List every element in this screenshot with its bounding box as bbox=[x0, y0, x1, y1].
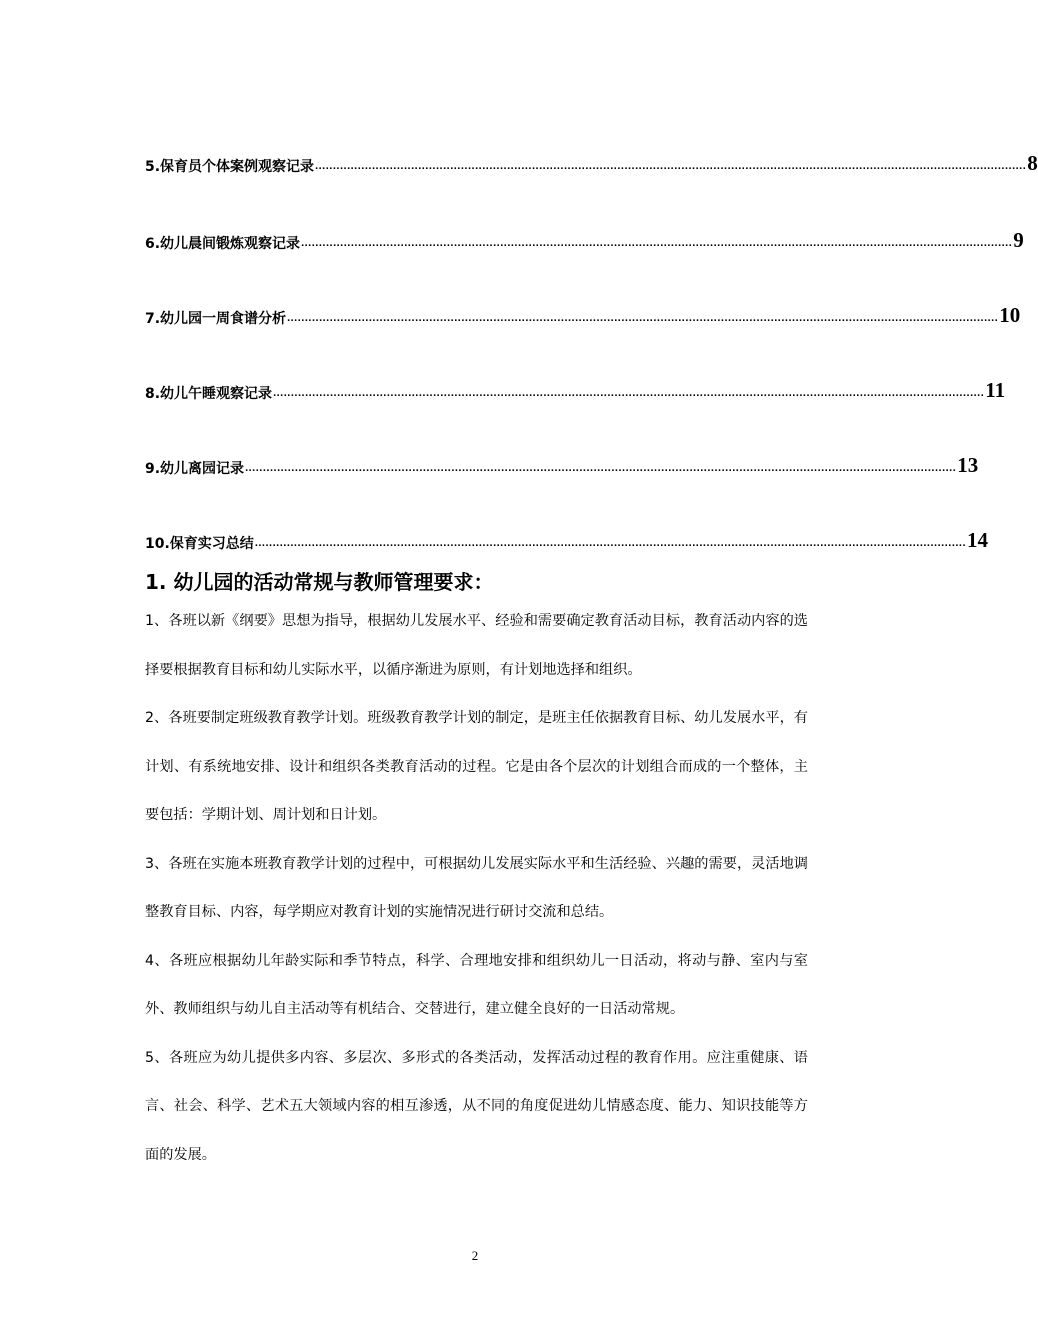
toc-entry-label: 10.保育实习总结 bbox=[145, 536, 254, 552]
toc-entry-label: 9.幼儿离园记录 bbox=[145, 461, 245, 477]
toc-entry-label: 7.幼儿园一周食谱分析 bbox=[145, 311, 287, 327]
toc-leader-dots: ........................................................................................................................................................................................................ bbox=[254, 537, 967, 549]
paragraph: 1、各班以新《纲要》思想为指导，根据幼儿发展水平、经验和需要确定教育活动目标，教育活动内容的选择要根据教育目标和幼儿实际水平，以循序渐进为原则，有计划地选择和组织。 bbox=[145, 613, 808, 678]
paragraph: 5、各班应为幼儿提供多内容、多层次、多形式的各类活动，发挥活动过程的教育作用。应注重健康、语言、社会、科学、艺术五大领域内容的相互渗透，从不同的角度促进幼儿情感态度、能力、知识技能等方面的发展。 bbox=[145, 1049, 808, 1163]
paragraph: 4、各班应根据幼儿年龄实际和季节特点，科学、合理地安排和组织幼儿一日活动，将动与静、室内与室外、教师组织与幼儿自主活动等有机结合、交替进行，建立健全良好的一日活动常规。 bbox=[145, 952, 808, 1017]
section-heading: 1. 幼儿园的活动常规与教师管理要求： bbox=[145, 570, 494, 594]
toc-entry[interactable] bbox=[145, 372, 1006, 402]
toc-entry-page: 10 bbox=[999, 303, 1021, 327]
section-body bbox=[145, 597, 808, 1179]
toc-entry[interactable] bbox=[145, 447, 979, 477]
toc-leader-dots: ........................................................................................................................................................................................................ bbox=[315, 160, 1027, 172]
toc-entry[interactable] bbox=[145, 222, 1024, 252]
toc-entry-label: 6.幼儿晨间锻炼观察记录 bbox=[145, 236, 301, 252]
toc-entry-label: 8.幼儿午睡观察记录 bbox=[145, 386, 273, 402]
toc-entry[interactable] bbox=[145, 297, 1021, 327]
toc-entry-page: 9 bbox=[1013, 228, 1024, 252]
toc-entry[interactable] bbox=[145, 145, 1038, 175]
toc-entry-page: 14 bbox=[967, 528, 989, 552]
paragraph: 2、各班要制定班级教育教学计划。班级教育教学计划的制定，是班主任依据教育目标、幼儿发展水平，有计划、有系统地安排、设计和组织各类教育活动的过程。它是由各个层次的计划组合而成的一个整体，主要包括：学期计划、周计划和日计划。 bbox=[145, 710, 808, 823]
toc-leader-dots: ........................................................................................................................................................................................................ bbox=[245, 462, 957, 474]
toc-leader-dots: ........................................................................................................................................................................................................ bbox=[301, 237, 1013, 249]
toc-entry[interactable] bbox=[145, 522, 989, 552]
paragraph: 3、各班在实施本班教育教学计划的过程中，可根据幼儿发展实际水平和生活经验、兴趣的需要，灵活地调整教育目标、内容，每学期应对教育计划的实施情况进行研讨交流和总结。 bbox=[145, 855, 808, 920]
page-number: 2 bbox=[471, 1248, 479, 1263]
toc-leader-dots: ........................................................................................................................................................................................................ bbox=[273, 387, 985, 399]
toc-entry-page: 11 bbox=[985, 378, 1006, 402]
toc-entry-page: 8 bbox=[1027, 151, 1038, 175]
toc-leader-dots: ........................................................................................................................................................................................................ bbox=[287, 312, 999, 324]
toc-entry-page: 13 bbox=[957, 453, 979, 477]
toc-entry-label: 5.保育员个体案例观察记录 bbox=[145, 159, 315, 175]
